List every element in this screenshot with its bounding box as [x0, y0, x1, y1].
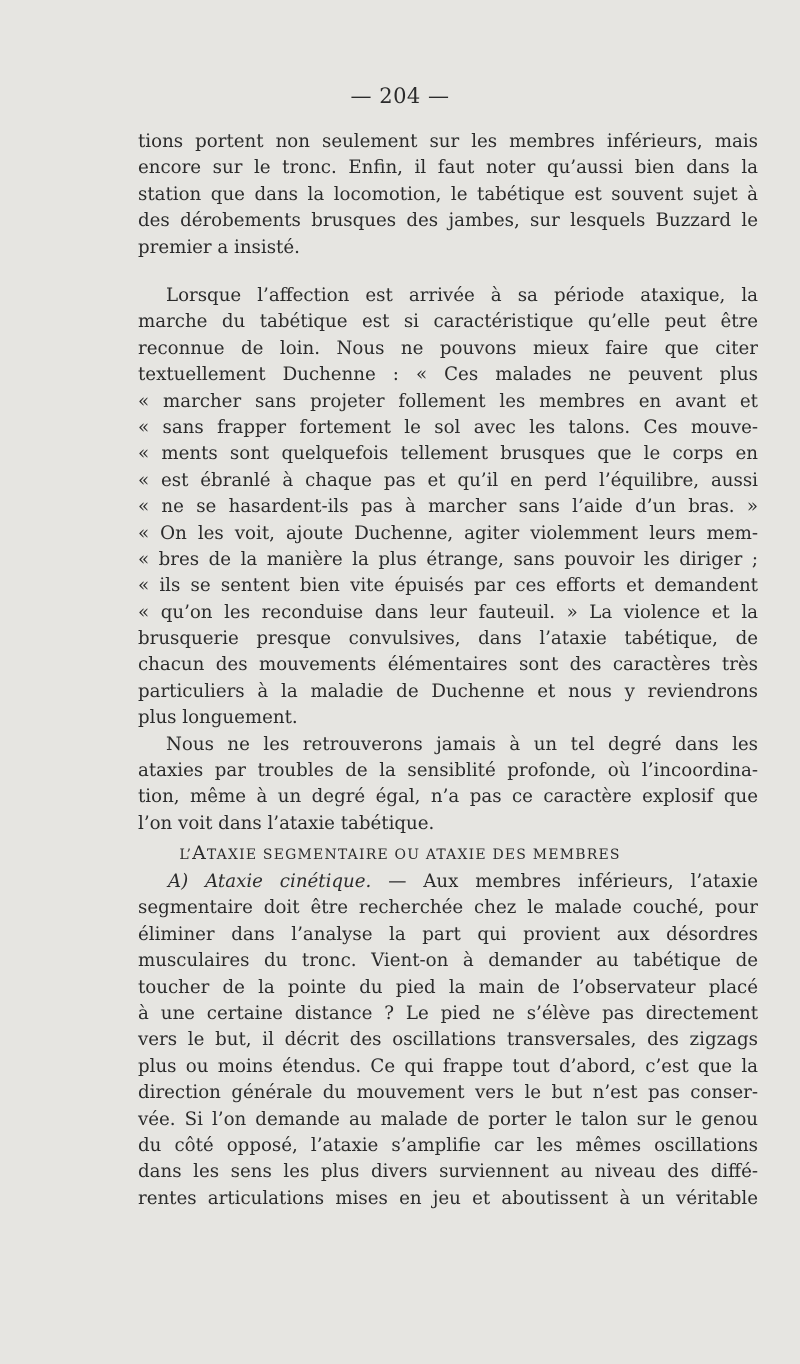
text-line: tion, même à un degré égal, n’a pas ce caractère explosif que: [138, 786, 758, 808]
subsection-first-line: [138, 869, 758, 895]
text-line: reconnue de loin. Nous ne pouvons mieux faire que citer: [138, 337, 758, 359]
text-line: encore sur le tronc. Enfin, il faut noter qu’aussi bien dans la: [138, 157, 758, 179]
text-line: plus ou moins étendus. Ce qui frappe tout d’abord, c’est que la: [138, 1055, 758, 1077]
paragraph-1: [138, 129, 758, 261]
text-line: dans les sens les plus divers surviennent au niveau des diffé-: [138, 1161, 758, 1183]
text-line: « On les voit, ajoute Duchenne, agiter violemment leurs mem-: [138, 522, 758, 544]
text-line: particuliers à la maladie de Duchenne et nous y reviendrons: [138, 680, 758, 702]
text-line: « marcher sans projeter follement les membres en avant et: [138, 390, 758, 412]
text-line: brusquerie presque convulsives, dans l’ataxie tabétique, de: [138, 628, 758, 650]
text-line: Nous ne les retrouverons jamais à un tel degré dans les: [166, 733, 758, 755]
text-line: Lorsque l’affection est arrivée à sa période ataxique, la: [166, 285, 758, 306]
text-line: premier a insisté.: [138, 236, 300, 258]
text-line: ataxies par troubles de la sensiblité profonde, où l’incoordina-: [138, 760, 758, 782]
text-line: « est ébranlé à chaque pas et qu’il en perd l’équilibre, aussi: [138, 469, 758, 491]
text-line: plus longuement.: [138, 707, 298, 729]
section-heading: [0, 842, 800, 864]
page-number: — 204 —: [350, 84, 450, 108]
text-line: vers le but, il décrit des oscillations transversales, des zigzags: [138, 1029, 758, 1051]
text-line: « sans frapper fortement le sol avec les talons. Ces mouve-: [138, 416, 758, 438]
text-line: toucher de la pointe du pied la main de l’observateur placé: [138, 976, 758, 998]
paragraph-4: [138, 869, 758, 1212]
text-line: segmentaire doit être recherchée chez le malade couché, pour: [138, 897, 758, 919]
text-line: « bres de la manière la plus étrange, sans pouvoir les diriger ;: [138, 548, 758, 570]
text-line: rentes articulations mises en jeu et aboutissent à un véritable: [138, 1187, 758, 1209]
text-line: tions portent non seulement sur les membres inférieurs, mais: [138, 131, 758, 152]
paragraph-2: [138, 283, 758, 837]
text-line: musculaires du tronc. Vient-on à demander au tabétique de: [138, 950, 758, 972]
text-line: marche du tabétique est si caractéristique qu’elle peut être: [138, 311, 758, 333]
text-line: l’on voit dans l’ataxie tabétique.: [138, 812, 435, 834]
text-line: chacun des mouvements élémentaires sont des caractères très: [138, 654, 758, 676]
heading-capital: A: [192, 842, 207, 864]
text-line: station que dans la locomotion, le tabétique est souvent sujet à: [138, 183, 758, 205]
text-line: des dérobements brusques des jambes, sur lesquels Buzzard le: [138, 210, 758, 232]
text-line: textuellement Duchenne : « Ces malades ne peuvent plus: [138, 364, 758, 386]
text-line: « ments sont quelquefois tellement brusques que le corps en: [138, 443, 758, 465]
text-line: « ils se sentent bien vite épuisés par ces efforts et demandent: [138, 575, 758, 597]
text-line: « qu’on les reconduise dans leur fauteuil. » La violence et la: [138, 601, 758, 623]
heading-initial: L’: [179, 847, 193, 863]
heading-rest: TAXIE SEGMENTAIRE OU ATAXIE DES MEMBRES: [206, 847, 621, 863]
text-line: direction générale du mouvement vers le but n’est pas conser-: [138, 1082, 758, 1104]
text-line: vée. Si l’on demande au malade de porter le talon sur le genou: [138, 1108, 758, 1130]
text-line: à une certaine distance ? Le pied ne s’élève pas directement: [138, 1002, 758, 1024]
subsection-lead-text: — Aux membres inférieurs, l’ataxie: [371, 871, 759, 892]
subsection-label: A) Ataxie cinétique.: [168, 871, 372, 892]
text-line: éliminer dans l’analyse la part qui provient aux désordres: [138, 923, 758, 945]
text-line: du côté opposé, l’ataxie s’amplifie car les mêmes oscillations: [138, 1134, 758, 1156]
text-line: « ne se hasardent-ils pas à marcher sans l’aide d’un bras. »: [138, 496, 758, 518]
